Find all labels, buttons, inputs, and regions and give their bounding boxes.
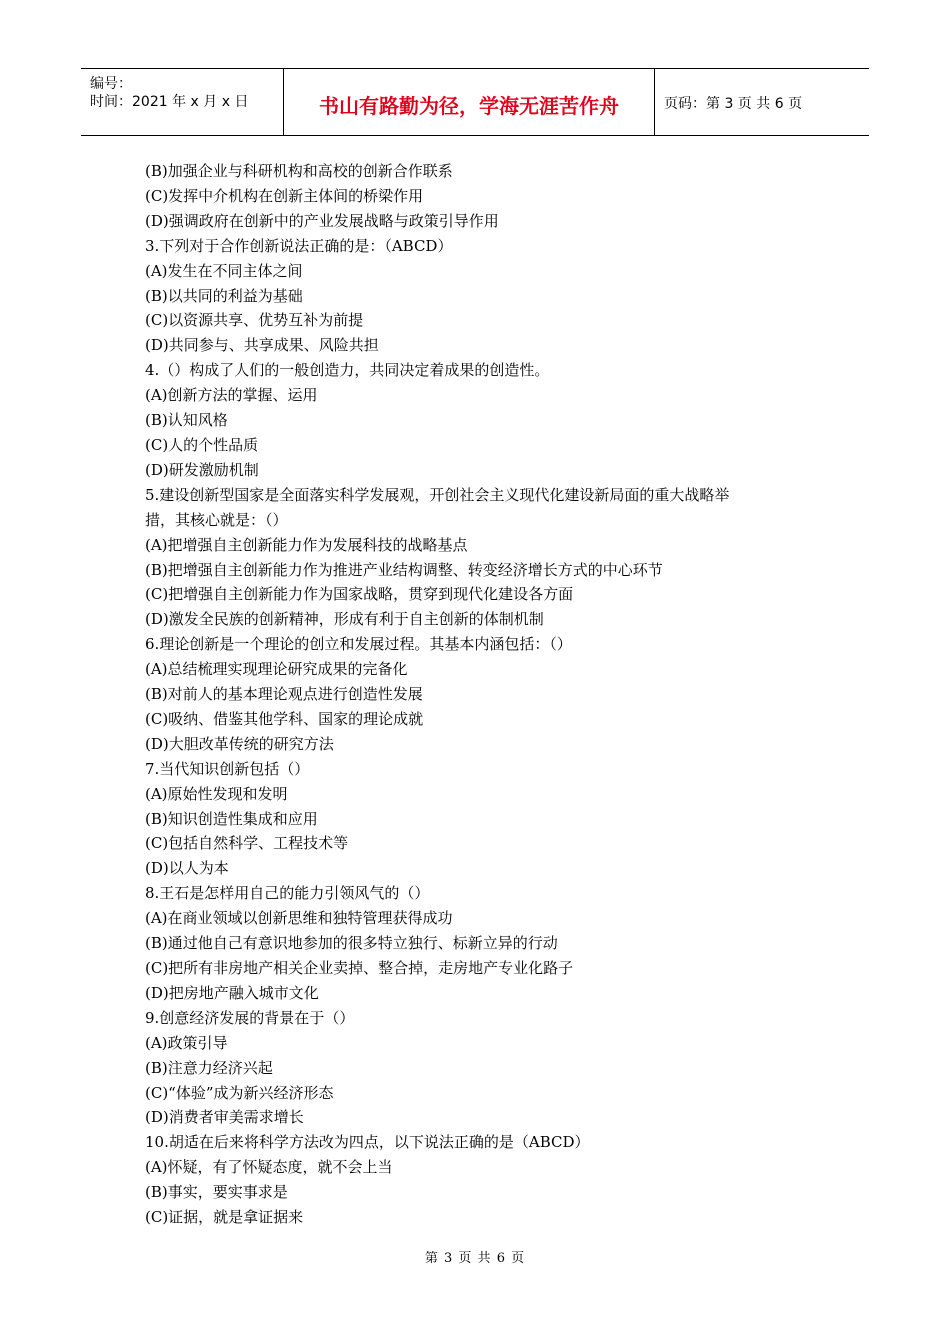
body-line: (A)怀疑，有了怀疑态度，就不会上当 [145,1158,393,1177]
body-line: (B)事实，要实事求是 [145,1183,288,1202]
header-motto: 书山有路勤为径，学海无涯苦作舟 [284,69,655,135]
body-line: (D)共同参与、共享成果、风险共担 [145,336,379,355]
body-line: (C)以资源共享、优势互补为前提 [145,311,364,330]
body-line: (B)把增强自主创新能力作为推进产业结构调整、转变经济增长方式的中心环节 [145,560,663,579]
body-line: (D)消费者审美需求增长 [145,1108,304,1127]
body-line: (A)原始性发现和发明 [145,784,288,803]
body-line: (B)加强企业与科研机构和高校的创新合作联系 [145,162,453,180]
body-line: (D)把房地产融入城市文化 [145,983,319,1002]
page-header [81,68,869,136]
document-body [145,159,815,1230]
body-line: (D)研发激励机制 [145,460,259,479]
question-line: 3.下列对于合作创新说法正确的是：（ABCD） [145,236,453,255]
header-page-number: 页码：第 3 页 共 6 页 [664,96,803,112]
body-line: (C)人的个性品质 [145,435,259,454]
body-line: (A)创新方法的掌握、运用 [145,386,318,405]
body-line: (C)把增强自主创新能力作为国家战略，贯穿到现代化建设各方面 [145,585,574,604]
question-line: 4.（）构成了人们的一般创造力，共同决定着成果的创造性。 [145,361,550,380]
body-line: (D)强调政府在创新中的产业发展战略与政策引导作用 [145,211,499,230]
document-number-label: 编号： [90,76,132,92]
document-date-label: 时间：2021 年 x 月 x 日 [90,94,249,110]
question-line: 5.建设创新型国家是全面落实科学发展观，开创社会主义现代化建设新局面的重大战略举 [145,485,730,504]
body-line: (C)吸纳、借鉴其他学科、国家的理论成就 [145,709,424,728]
question-line: 7.当代知识创新包括（） [145,759,310,778]
body-line: (A)总结梳理实现理论研究成果的完备化 [145,660,408,679]
body-line: (C)证据，就是拿证据来 [145,1208,304,1227]
body-line: (B)知识创造性集成和应用 [145,809,318,828]
body-line: (D)大胆改革传统的研究方法 [145,734,334,753]
question-line: 措，其核心就是：（） [145,510,288,529]
question-line: 10.胡适在后来将科学方法改为四点，以下说法正确的是（ABCD） [145,1133,590,1152]
body-line: (A)政策引导 [145,1033,228,1052]
header-meta [81,69,284,135]
body-line: (B)对前人的基本理论观点进行创造性发展 [145,685,423,704]
body-line: (A)在商业领域以创新思维和独特管理获得成功 [145,909,453,928]
body-line: (A)发生在不同主体之间 [145,261,303,280]
question-line: 6.理论创新是一个理论的创立和发展过程。其基本内涵包括：（） [145,635,572,654]
body-line: (B)以共同的利益为基础 [145,286,303,305]
body-line: (B)注意力经济兴起 [145,1058,273,1077]
body-line: (A)把增强自主创新能力作为发展科技的战略基点 [145,535,468,554]
body-line: (C)“体验”成为新兴经济形态 [145,1083,334,1102]
body-line: (C)包括自然科学、工程技术等 [145,834,349,853]
body-line: (D)激发全民族的创新精神，形成有利于自主创新的体制机制 [145,610,544,629]
body-line: (C)把所有非房地产相关企业卖掉、整合掉，走房地产专业化路子 [145,959,574,977]
body-line: (D)以人为本 [145,859,229,878]
body-line: (C)发挥中介机构在创新主体间的桥梁作用 [145,186,424,205]
question-line: 9.创意经济发展的背景在于（） [145,1008,355,1027]
page-footer: 第 3 页 共 6 页 [424,1251,526,1266]
body-line: (B)通过他自己有意识地参加的很多特立独行、标新立异的行动 [145,934,558,953]
question-line: 8.王石是怎样用自己的能力引领风气的（） [145,884,430,903]
body-line: (B)认知风格 [145,411,228,430]
